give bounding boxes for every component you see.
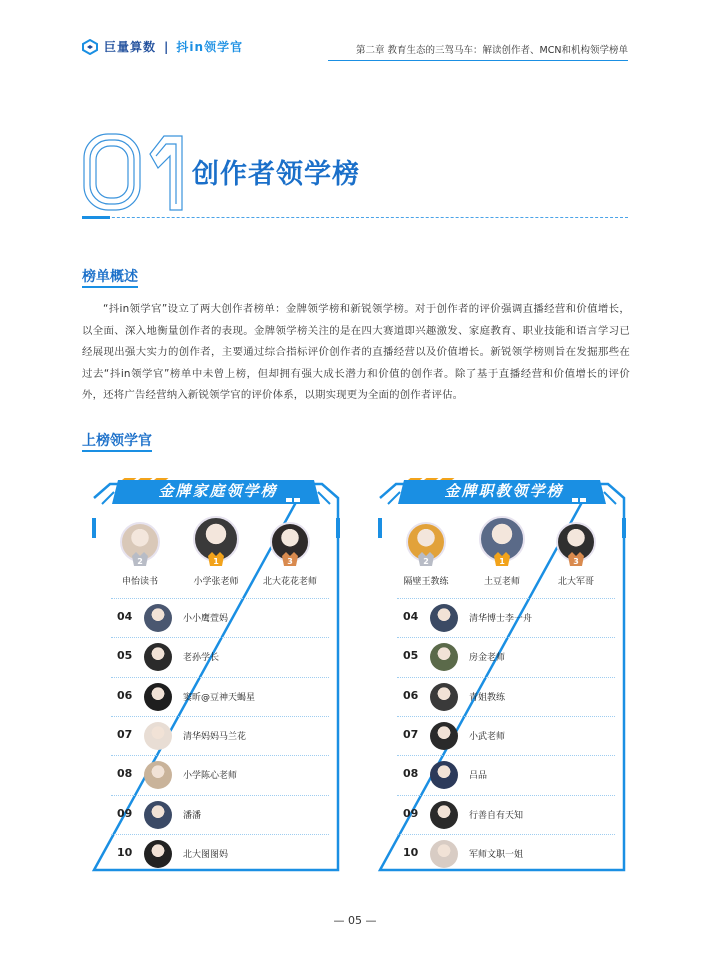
rank-number: 06: [117, 688, 133, 702]
section-divider: [82, 217, 628, 219]
podium-rank-3[interactable]: [260, 522, 320, 587]
table-row[interactable]: [111, 755, 329, 794]
creator-name: 申怡读书: [121, 577, 158, 587]
header-divider: [328, 60, 628, 61]
card-title: 金牌职教领学榜: [444, 482, 564, 500]
card-title-banner: [118, 480, 318, 502]
rank-number: 07: [403, 727, 419, 741]
podium-rank-1[interactable]: [186, 516, 246, 587]
avatar: [430, 643, 458, 671]
podium-rank-2[interactable]: [396, 522, 456, 587]
creator-name: 军师文职一姐: [469, 849, 524, 860]
svg-text:3: 3: [573, 557, 579, 566]
table-row[interactable]: [111, 795, 329, 834]
rank-medal-icon: [416, 552, 436, 568]
overview-heading-underline: [82, 286, 138, 288]
table-row[interactable]: [397, 677, 615, 716]
avatar: [270, 522, 310, 566]
leaderboard-card-family: [88, 478, 344, 878]
creator-name: 北大图图妈: [183, 849, 229, 860]
avatar: [430, 761, 458, 789]
avatar: [144, 643, 172, 671]
table-row[interactable]: [111, 598, 329, 637]
rank-number: 05: [403, 649, 419, 663]
table-row[interactable]: [397, 755, 615, 794]
podium-rank-1[interactable]: [472, 516, 532, 587]
creator-name: 隔壁王教练: [403, 577, 449, 587]
svg-text:2: 2: [137, 557, 143, 566]
rank-number: 08: [117, 767, 133, 781]
rank-medal-icon: [492, 552, 512, 568]
creator-name: 吕品: [469, 771, 488, 782]
table-row[interactable]: [111, 637, 329, 676]
card-title: 金牌家庭领学榜: [158, 482, 278, 500]
creator-name: 小武老师: [469, 731, 506, 742]
table-row[interactable]: [397, 795, 615, 834]
rank-number: 07: [117, 727, 133, 741]
avatar: [120, 522, 160, 566]
table-row[interactable]: [397, 834, 615, 873]
rank-number: 04: [117, 610, 133, 623]
creator-name: 小小鹰萱妈: [183, 614, 229, 624]
card-title-banner: [404, 480, 604, 502]
avatar: [556, 522, 596, 566]
table-row[interactable]: [111, 677, 329, 716]
section-divider-accent: [82, 216, 110, 219]
creator-name: 老孙学长: [183, 653, 220, 664]
page-number: — 05 —: [333, 914, 377, 927]
svg-text:2: 2: [423, 557, 429, 566]
brand: [82, 38, 243, 55]
rank-number: 04: [403, 610, 419, 623]
svg-text:1: 1: [213, 557, 219, 566]
table-row[interactable]: [111, 716, 329, 755]
podium-rank-2[interactable]: [110, 522, 170, 587]
rank-medal-icon: [206, 552, 226, 568]
creator-name: 北大花花老师: [262, 577, 317, 587]
avatar: [144, 801, 172, 829]
svg-text:1: 1: [499, 557, 505, 566]
avatar: [430, 683, 458, 711]
table-row[interactable]: [111, 834, 329, 873]
chapter-title: 第二章 教育生态的三驾马车：解读创作者、MCN和机构领学榜单: [356, 45, 628, 56]
rank-number: 06: [403, 688, 419, 702]
avatar: [430, 604, 458, 632]
avatar: [193, 516, 239, 566]
table-row[interactable]: [397, 598, 615, 637]
avatar: [144, 722, 172, 750]
avatar: [144, 604, 172, 632]
avatar: [144, 840, 172, 868]
avatar: [144, 683, 172, 711]
rank-number: 09: [117, 806, 133, 820]
page-header: [82, 36, 628, 64]
leaderboard-card-vocational: [374, 478, 630, 878]
avatar: [144, 761, 172, 789]
creator-name: 窦昕@豆神天蝎星: [183, 692, 256, 703]
creator-name: 土豆老师: [483, 577, 520, 587]
ranked-heading-underline: [82, 450, 152, 452]
rank-number: 08: [403, 767, 419, 781]
creator-name: 潘潘: [183, 810, 202, 821]
overview-heading: 榜单概述: [82, 269, 138, 285]
rank-number: 10: [403, 845, 419, 859]
creator-name: 小学陈心老师: [183, 771, 238, 782]
avatar: [406, 522, 446, 566]
avatar: [430, 801, 458, 829]
creator-name: 清华博士李一舟: [469, 614, 533, 624]
table-row[interactable]: [397, 716, 615, 755]
svg-text:3: 3: [287, 557, 293, 566]
rank-medal-icon: [566, 552, 586, 568]
section-number-graphic: [82, 130, 186, 214]
rank-number: 10: [117, 845, 133, 859]
creator-name: 清华妈妈马兰花: [183, 731, 247, 742]
avatar: [479, 516, 525, 566]
avatar: [430, 722, 458, 750]
creator-name: 行善自有天知: [469, 810, 524, 821]
table-row[interactable]: [397, 637, 615, 676]
creator-name: 青姐教练: [469, 692, 506, 703]
section-title: 创作者领学榜: [192, 159, 360, 190]
rank-number: 05: [117, 649, 133, 663]
ranked-heading: 上榜领学官: [82, 433, 152, 449]
rank-medal-icon: [280, 552, 300, 568]
creator-name: 小学张老师: [193, 577, 239, 587]
rank-medal-icon: [130, 552, 150, 568]
brand-program-name: 抖in领学官: [176, 40, 244, 54]
avatar: [430, 840, 458, 868]
overview-paragraph: “抖in领学官”设立了两大创作者榜单：金牌领学榜和新锐领学榜。对于创作者的评价强调直播经营和价值增长，以全面、深入地衡量创作者的表现。金牌领学榜关注的是在四大赛道即兴趣激发、家庭教育、职业技能和语言学习已经展现出强大实力的创作者，主要通过综合指标评价创作者的直播经营以及价值增长。新锐领学榜则旨在发掘那些在过去“抖in领学官”榜单中未曾上榜，但却拥有强大成长潜力和价值的创作者。除了基于直播经营和价值增长的评价外，还将广告经营纳入新锐领学官的评价体系，以期实现更为全面的创作者评估。: [82, 303, 630, 401]
oceanengine-logo-icon: [82, 39, 98, 55]
creator-name: 房金老师: [469, 653, 506, 664]
rank-number: 09: [403, 806, 419, 820]
brand-separator: |: [164, 39, 169, 54]
creator-name: 北大军哥: [557, 577, 594, 587]
podium-rank-3[interactable]: [546, 522, 606, 587]
brand-name: 巨量算数: [104, 40, 157, 54]
